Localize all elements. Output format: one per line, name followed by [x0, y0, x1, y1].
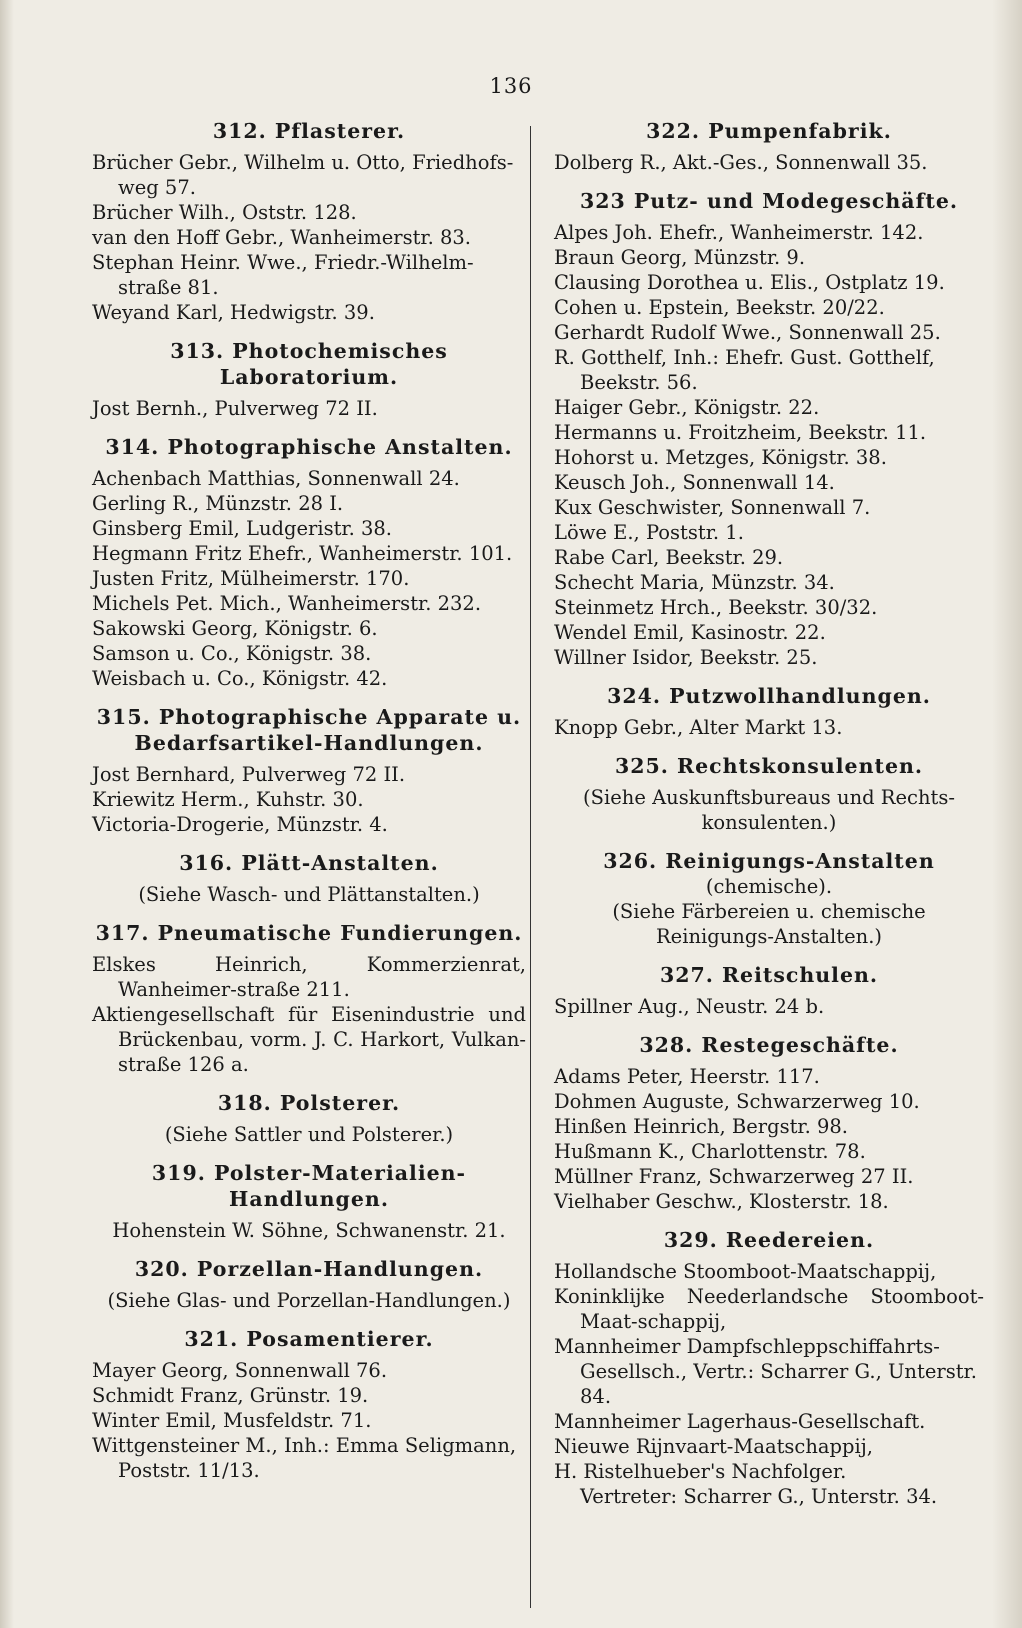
cross-reference-note: (Siehe Färbereien u. chemische Reinigungs-Anstalten.) — [612, 900, 926, 948]
directory-entry: Michels Pet. Mich., Wanheimerstr. 232. — [92, 592, 482, 615]
directory-entry: Jost Bernh., Pulverweg 72 II. — [92, 397, 378, 420]
section-heading: 320. Porzellan-Handlungen. — [134, 1257, 484, 1281]
directory-entry: Müllner Franz, Schwarzerweg 27 II. — [554, 1165, 914, 1188]
section-heading: 327. Reitschulen. — [659, 963, 879, 987]
section-heading: 322. Pumpenfabrik. — [646, 119, 892, 143]
directory-entry: Ginsberg Emil, Ludgeristr. 38. — [92, 517, 393, 540]
section-heading: 325. Rechtskonsulenten. — [614, 754, 924, 778]
directory-entry: Hohenstein W. Söhne, Schwanenstr. 21. — [112, 1219, 506, 1242]
directory-entry: Alpes Joh. Ehefr., Wanheimerstr. 142. — [554, 221, 924, 244]
directory-entry: Schecht Maria, Münzstr. 34. — [554, 571, 835, 594]
section-heading: 326. Reinigungs-Anstalten — [603, 849, 935, 873]
directory-entry: Sakowski Georg, Königstr. 6. — [92, 617, 378, 640]
directory-entry: Dohmen Auguste, Schwarzerweg 10. — [554, 1090, 920, 1113]
directory-entry: Kux Geschwister, Sonnenwall 7. — [554, 496, 871, 519]
directory-entry: Kriewitz Herm., Kuhstr. 30. — [92, 788, 364, 811]
directory-entry: Cohen u. Epstein, Beekstr. 20/22. — [554, 296, 885, 319]
page-edge-right — [992, 0, 1022, 1628]
directory-entry: Hegmann Fritz Ehefr., Wanheimerstr. 101. — [92, 542, 513, 565]
page-number: 136 — [489, 74, 533, 98]
cross-reference-note: (Siehe Auskunftsbureaus und Rechts-konsulenten.) — [583, 786, 955, 834]
directory-entry: Hinßen Heinrich, Bergstr. 98. — [554, 1115, 849, 1138]
directory-entry: Haiger Gebr., Königstr. 22. — [554, 396, 820, 419]
directory-entry: Adams Peter, Heerstr. 117. — [554, 1065, 820, 1088]
directory-entry: Winter Emil, Musfeldstr. 71. — [92, 1409, 372, 1432]
directory-entry: Mayer Georg, Sonnenwall 76. — [92, 1359, 388, 1382]
right-column — [554, 118, 984, 1509]
section-heading: 323 Putz- und Modegeschäfte. — [579, 189, 959, 213]
directory-entry: Stephan Heinr. Wwe., Friedr.-Wilhelm-straße 81. — [92, 251, 474, 299]
directory-entry: Mannheimer Dampfschleppschiffahrts-Gesellsch., Vertr.: Scharrer G., Unterstr. 84. — [554, 1335, 977, 1408]
directory-entry: Vertreter: Scharrer G., Unterstr. 34. — [580, 1485, 938, 1508]
directory-entry: Mannheimer Lagerhaus-Gesellschaft. — [554, 1410, 926, 1433]
section-heading: 321. Posamentierer. — [184, 1327, 434, 1351]
directory-entry: Jost Bernhard, Pulverweg 72 II. — [92, 763, 406, 786]
directory-entry: Dolberg R., Akt.-Ges., Sonnenwall 35. — [554, 151, 928, 174]
directory-entry: Gerling R., Münzstr. 28 I. — [92, 492, 344, 515]
section-heading: 317. Pneumatische Fundierungen. — [95, 921, 523, 945]
section-heading: 312. Pflasterer. — [212, 119, 406, 143]
directory-entry: Wittgensteiner M., Inh.: Emma Seligmann, Poststr. 11/13. — [92, 1434, 517, 1482]
directory-entry: Brücher Gebr., Wilhelm u. Otto, Friedhofs-weg 57. — [92, 151, 514, 199]
directory-entry: Koninklijke Neederlandsche Stoomboot-Maat-schappij, — [554, 1285, 984, 1333]
section-heading: 319. Polster-Materialien-Handlungen. — [151, 1161, 467, 1211]
directory-entry: Vielhaber Geschw., Klosterstr. 18. — [554, 1190, 889, 1213]
directory-entry: Justen Fritz, Mülheimerstr. 170. — [92, 567, 410, 590]
page-edge-left — [0, 0, 14, 1628]
cross-reference-note: (Siehe Glas- und Porzellan-Handlungen.) — [107, 1289, 511, 1312]
directory-entry: Schmidt Franz, Grünstr. 19. — [92, 1384, 369, 1407]
directory-entry: H. Ristelhueber's Nachfolger. — [554, 1460, 847, 1483]
section-subheading: (chemische). — [705, 875, 833, 898]
directory-entry: Hermanns u. Froitzheim, Beekstr. 11. — [554, 421, 927, 444]
directory-entry: Steinmetz Hrch., Beekstr. 30/32. — [554, 596, 878, 619]
directory-entry: Knopp Gebr., Alter Markt 13. — [554, 716, 843, 739]
directory-entry: Hollandsche Stoomboot-Maatschappij, — [554, 1260, 937, 1283]
column-divider — [530, 126, 531, 1608]
section-heading: 324. Putzwollhandlungen. — [607, 684, 931, 708]
directory-entry: Wendel Emil, Kasinostr. 22. — [554, 621, 826, 644]
section-heading: 315. Photographische Apparate u. Bedarfsartikel-Handlungen. — [96, 705, 522, 755]
directory-entry: Brücher Wilh., Oststr. 128. — [92, 201, 357, 224]
directory-entry: Aktiengesellschaft für Eisenindustrie und Brückenbau, vorm. J. C. Harkort, Vulkan-straße 126 a. — [92, 1003, 526, 1076]
cross-reference-note: (Siehe Wasch- und Plättanstalten.) — [138, 883, 480, 906]
section-heading: 329. Reedereien. — [663, 1228, 875, 1252]
directory-entry: Rabe Carl, Beekstr. 29. — [554, 546, 784, 569]
directory-entry: Spillner Aug., Neustr. 24 b. — [554, 995, 825, 1018]
directory-entry: Samson u. Co., Königstr. 38. — [92, 642, 372, 665]
section-heading: 316. Plätt-Anstalten. — [179, 851, 439, 875]
section-heading: 318. Polsterer. — [217, 1091, 401, 1115]
cross-reference-note: (Siehe Sattler und Polsterer.) — [164, 1123, 454, 1146]
directory-entry: Hußmann K., Charlottenstr. 78. — [554, 1140, 866, 1163]
directory-entry: Braun Georg, Münzstr. 9. — [554, 246, 806, 269]
directory-entry: Weisbach u. Co., Königstr. 42. — [92, 667, 388, 690]
directory-entry: Weyand Karl, Hedwigstr. 39. — [92, 301, 375, 324]
directory-entry: Clausing Dorothea u. Elis., Ostplatz 19. — [554, 271, 945, 294]
directory-entry: Hohorst u. Metzges, Königstr. 38. — [554, 446, 887, 469]
directory-entry: Löwe E., Poststr. 1. — [554, 521, 744, 544]
directory-entry: Willner Isidor, Beekstr. 25. — [554, 646, 818, 669]
left-column — [92, 118, 526, 1483]
section-heading: 314. Photographische Anstalten. — [105, 435, 513, 459]
directory-entry: Keusch Joh., Sonnenwall 14. — [554, 471, 835, 494]
directory-entry: van den Hoff Gebr., Wanheimerstr. 83. — [92, 226, 472, 249]
section-heading: 313. Photochemisches Laboratorium. — [170, 339, 448, 389]
directory-entry: Nieuwe Rijnvaart-Maatschappij, — [554, 1435, 873, 1458]
directory-entry: R. Gotthelf, Inh.: Ehefr. Gust. Gotthelf, Beekstr. 56. — [554, 346, 935, 394]
directory-entry: Achenbach Matthias, Sonnenwall 24. — [92, 467, 460, 490]
section-heading: 328. Restegeschäfte. — [639, 1033, 899, 1057]
directory-entry: Elskes Heinrich, Kommerzienrat, Wanheimer-straße 211. — [92, 953, 526, 1001]
directory-entry: Gerhardt Rudolf Wwe., Sonnenwall 25. — [554, 321, 941, 344]
directory-entry: Victoria-Drogerie, Münzstr. 4. — [92, 813, 388, 836]
